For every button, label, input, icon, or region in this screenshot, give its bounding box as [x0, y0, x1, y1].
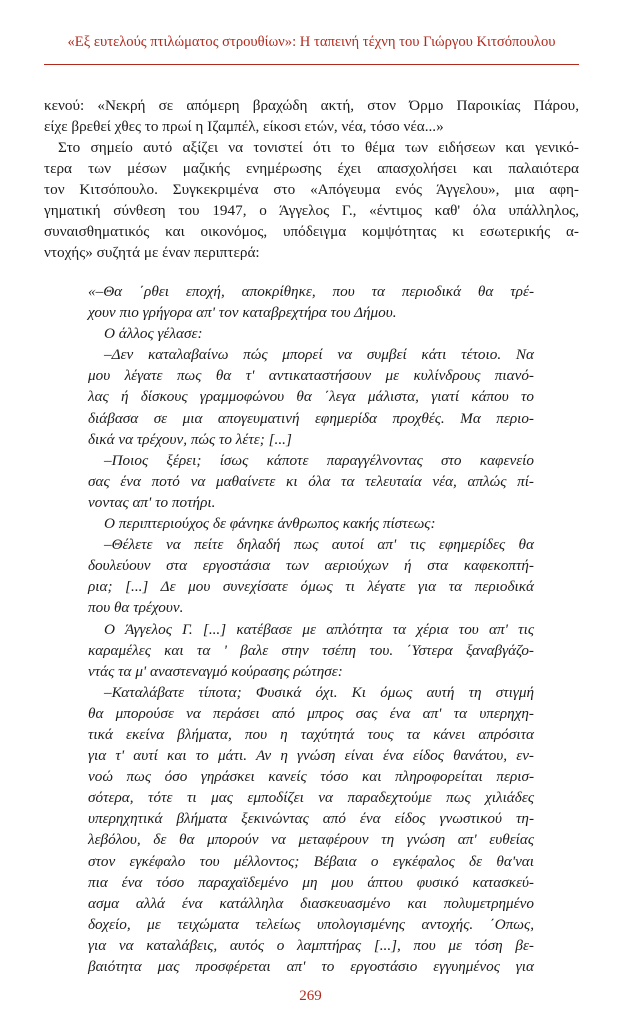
quote-line: νοώ πως όσο γηράσκει κανείς τόσο και πληροφορείται περισ-: [88, 768, 534, 786]
text-line: είχε βρεθεί χθες το πρωί η Ιζαμπέλ, είκοσι ετών, νέα, τόσο νέα...»: [44, 118, 444, 135]
quote-line: –Ποιος ξέρει; ίσως κάποτε παραγγέλνοντας στο καφενείο: [104, 451, 534, 469]
quote-line: μου λέγατε πως θα τ' αντικαταστήσουν με κυλίνδρους πιανό-: [88, 367, 534, 385]
quote-line: –Δεν καταλαβαίνω πώς μπορεί να συμβεί κάτι τέτοιο. Να: [104, 346, 534, 364]
quote-line: για τ' αυτί και το μάτι. Αν η γνώση είναι ένα είδος θανάτου, εν-: [88, 747, 534, 765]
quote-line: λεβόλου, δε θα μπορούν να μεταφέρουν τη γνώση απ' ευθείας: [88, 831, 534, 849]
quote-line: θα μπορούσε να περάσει από μπρος σας ένα απ' τα υπερηχη-: [88, 704, 534, 722]
page-number: 269: [299, 988, 322, 1004]
quote-line: δοχείο, με τειχώματα τελείως υπολογισμένης αντοχής. ΄Οπως,: [88, 915, 534, 933]
quote-line: καραμέλες και τα ' βαλε στην τσέπη του. ΄Υστερα ξαναβγάζο-: [88, 641, 534, 659]
quote-line: Ο περιπτεριούχος δε φάνηκε άνθρωπος κακής πίστεως:: [104, 515, 436, 533]
quote-line: δικά να τρέχουν, πώς το λέτε; [...]: [88, 430, 292, 448]
quote-line: χουν πιο γρήγορα απ' τον καταβρεχτήρα του Δήμου.: [88, 304, 397, 322]
quote-line: ρια; [...] Δε μου συνεχίσατε όμως τι λέγατε για τα περιοδικά: [88, 578, 534, 596]
running-head: «Εξ ευτελούς πτιλώματος στρουθίων»: Η ταπεινή τέχνη του Γιώργου Κιτσόπουλου: [67, 34, 556, 50]
text-line: κενού: «Νεκρή σε απόμερη βραχώδη ακτή, στον Όρμο Παροικίας Πάρου,: [44, 97, 579, 114]
quote-line: «–Θα ΄ρθει εποχή, αποκρίθηκε, που τα περιοδικά θα τρέ-: [88, 283, 534, 300]
quote-line: διάβασα σε μια απογευματινή εφημερίδα προχθές. Μα περιο-: [88, 409, 534, 427]
quote-line: νοντας απ' το ποτήρι.: [88, 493, 216, 511]
quote-line: Ο Άγγελος Γ. [...] κατέβασε με απλότητα τα χέρια του απ' τις: [104, 620, 534, 638]
quote-line: στον εγκέφαλο του μέλλοντος; Βέβαια ο εγκέφαλος δε θα'ναι: [88, 852, 534, 870]
text-line: Στο σημείο αυτό αξίζει να τονιστεί ότι το θέμα των ειδήσεων και γενικό-: [58, 139, 579, 156]
quote-line: –Καταλάβατε τίποτα; Φυσικά όχι. Κι όμως αυτή τη στιγμή: [104, 683, 534, 701]
text-line: τερα των μέσων μαζικής ενημέρωσης έχει απασχολήσει και παλαιότερα: [44, 160, 579, 177]
quote-line: ντάς τα μ' αναστεναγμό κούρασης ρώτησε:: [88, 662, 343, 680]
quote-line: σότερα, τότε τι μας εμποδίζει να παραδεχτούμε πως χιλιάδες: [88, 789, 534, 807]
quote-line: δουλεύουν στα εργοστάσια των αεριούχων ή στα καφεκοπτή-: [88, 557, 534, 575]
quote-line: που θα τρέχουν.: [88, 599, 184, 617]
quote-line: υπερηχητικά βλήματα ξεκινώντας από ένα είδος γνωστικού τη-: [88, 810, 534, 828]
quote-line: σας ένα ποτό να μαθαίνετε κι όλα τα τελευταία νέα, απλώς πί-: [88, 472, 534, 490]
quote-line: ασμα αλλά ένα κατάλληλα διασκευασμένο και πολυμετρημένο: [88, 894, 534, 912]
block-quote: [88, 281, 534, 977]
quote-line: για να καταλάβεις, αυτός ο λαμπτήρας [...], που με τόση βε-: [88, 936, 534, 954]
quote-line: πια ένα τόσο παραχαϊδεμένο μη μου άπτου φυσικό κατασκεύ-: [88, 873, 534, 891]
quote-line: λας ή δίσκους γραμμοφώνου θα ΄λεγα μάλιστα, γιατί κάπου το: [88, 388, 534, 406]
body-text: [44, 95, 579, 263]
quote-line: –Θέλετε να πείτε δηλαδή πως αυτοί απ' τις εφημερίδες θα: [104, 536, 534, 554]
quote-line: βαιότητα μας προσφέρεται απ' το εργοστάσιο εγγυημένος για: [88, 958, 534, 975]
text-line: τον Κιτσόπουλο. Συγκεκριμένα στο «Απόγευμα ενός Άγγελου», μια αφη-: [44, 181, 579, 198]
header-rule: [44, 64, 579, 65]
text-line: ντοχής» συζητά με έναν περιπτερά:: [44, 244, 260, 261]
text-line: γηματική σύνθεση του 1947, ο Άγγελος Γ., «έντιμος καθ' όλα υπάλληλος,: [44, 202, 579, 219]
quote-line: Ο άλλος γέλασε:: [104, 325, 203, 343]
text-line: συναισθηματικός και οικονόμος, υπόδειγμα κομψότητας κι εσωτερικής α-: [44, 223, 579, 240]
quote-line: τικά εκείνα βλήματα, που η ταχύτητά τους τα κάνει απρόσιτα: [88, 725, 534, 743]
